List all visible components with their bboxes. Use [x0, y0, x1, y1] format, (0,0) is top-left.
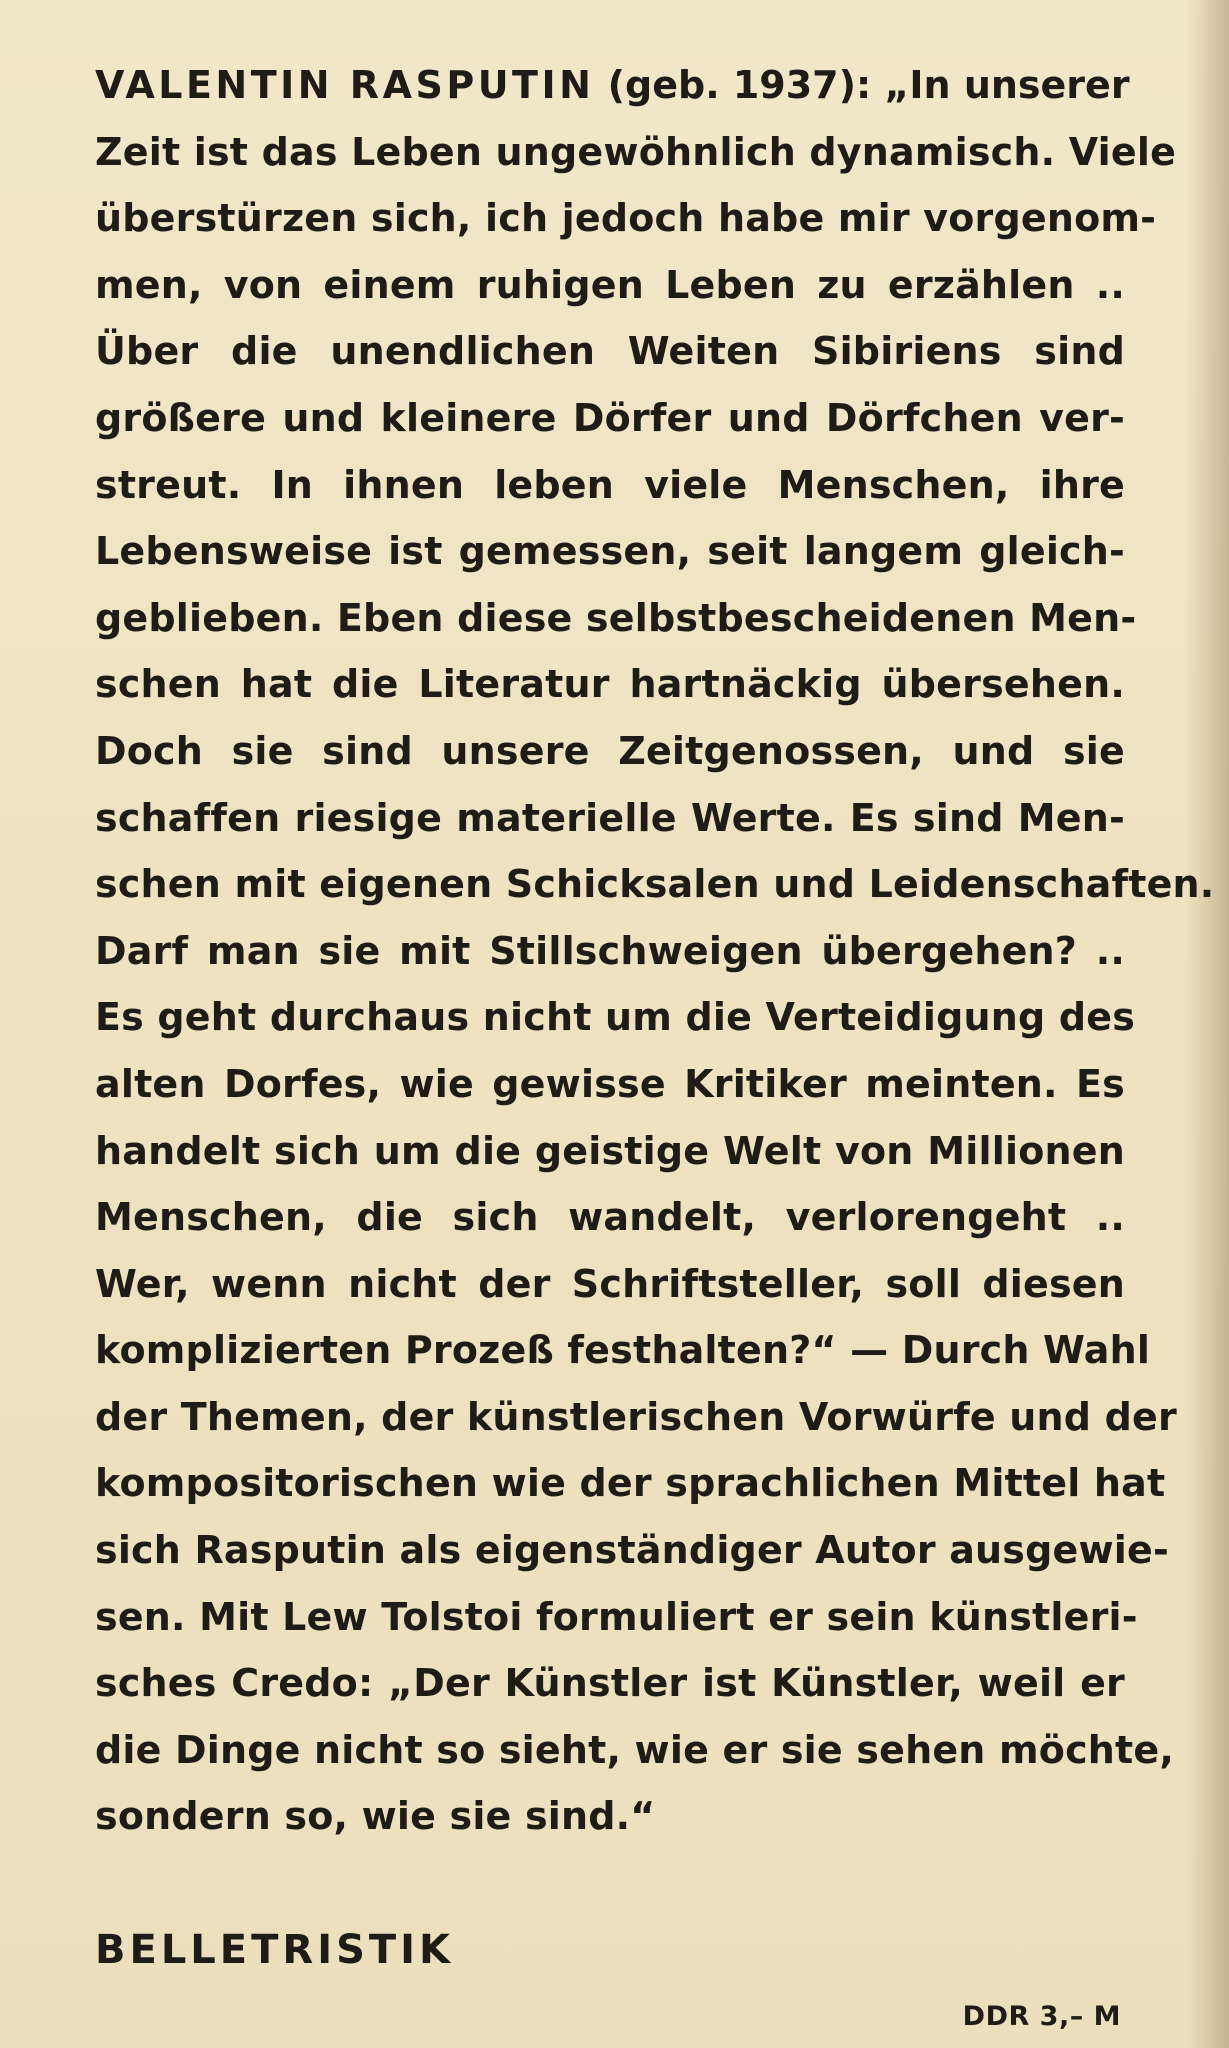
blurb-line: Wer, wenn nicht der Schriftsteller, soll diesen: [95, 1261, 1125, 1306]
blurb-text: [95, 52, 1215, 1850]
blurb-line: [95, 52, 1130, 119]
blurb-line: Darf man sie mit Stillschweigen übergehen? ..: [95, 928, 1125, 973]
blurb-line: Doch sie sind unsere Zeitgenossen, und sie: [95, 728, 1125, 773]
blurb-line: alten Dorfes, wie gewisse Kritiker meinten. Es: [95, 1061, 1125, 1106]
blurb-line: sen. Mit Lew Tolstoi formuliert er sein künstleri-: [95, 1594, 1138, 1639]
blurb-line: Es geht durchaus nicht um die Verteidigung des: [95, 995, 1136, 1040]
genre-label: BELLETRISTIK: [95, 1927, 455, 1973]
blurb-line: schen mit eigenen Schicksalen und Leidenschaften.: [95, 862, 1215, 907]
blurb-line: sondern so, wie sie sind.“: [95, 1794, 656, 1839]
blurb-line: Zeit ist das Leben ungewöhnlich dynamisch. Viele: [95, 129, 1177, 174]
blurb-line: der Themen, der künstlerischen Vorwürfe und der: [95, 1394, 1177, 1439]
blurb-line: Über die unendlichen Weiten Sibiriens sind: [95, 329, 1125, 374]
blurb-line: Lebensweise ist gemessen, seit langem gleich-: [95, 529, 1125, 574]
blurb-line: sches Credo: „Der Künstler ist Künstler, weil er: [95, 1661, 1125, 1706]
blurb-line: geblieben. Eben diese selbstbescheidenen Men-: [95, 595, 1137, 640]
blurb-line-text: (geb. 1937): „In unserer: [607, 63, 1130, 107]
blurb-line: sich Rasputin als eigenständiger Autor ausgewie-: [95, 1528, 1169, 1573]
blurb-line: überstürzen sich, ich jedoch habe mir vorgenom-: [95, 196, 1157, 241]
blurb-line: handelt sich um die geistige Welt von Millionen: [95, 1128, 1125, 1173]
author-name: VALENTIN RASPUTIN: [95, 63, 595, 107]
blurb-line: kompositorischen wie der sprachlichen Mittel hat: [95, 1461, 1166, 1506]
blurb-line: men, von einem ruhigen Leben zu erzählen ..: [95, 262, 1125, 307]
blurb-line: größere und kleinere Dörfer und Dörfchen ver-: [95, 395, 1125, 440]
blurb-line: schaffen riesige materielle Werte. Es sind Men-: [95, 795, 1125, 840]
blurb-line: die Dinge nicht so sieht, wie er sie sehen möchte,: [95, 1727, 1175, 1772]
blurb-line: komplizierten Prozeß festhalten?“ — Durch Wahl: [95, 1328, 1151, 1373]
blurb-line: streut. In ihnen leben viele Menschen, ihre: [95, 462, 1125, 507]
blurb-line: Menschen, die sich wandelt, verlorengeht ..: [95, 1195, 1125, 1240]
price-label: DDR 3,– M: [962, 2001, 1121, 2032]
blurb-line: schen hat die Literatur hartnäckig übersehen.: [95, 662, 1125, 707]
